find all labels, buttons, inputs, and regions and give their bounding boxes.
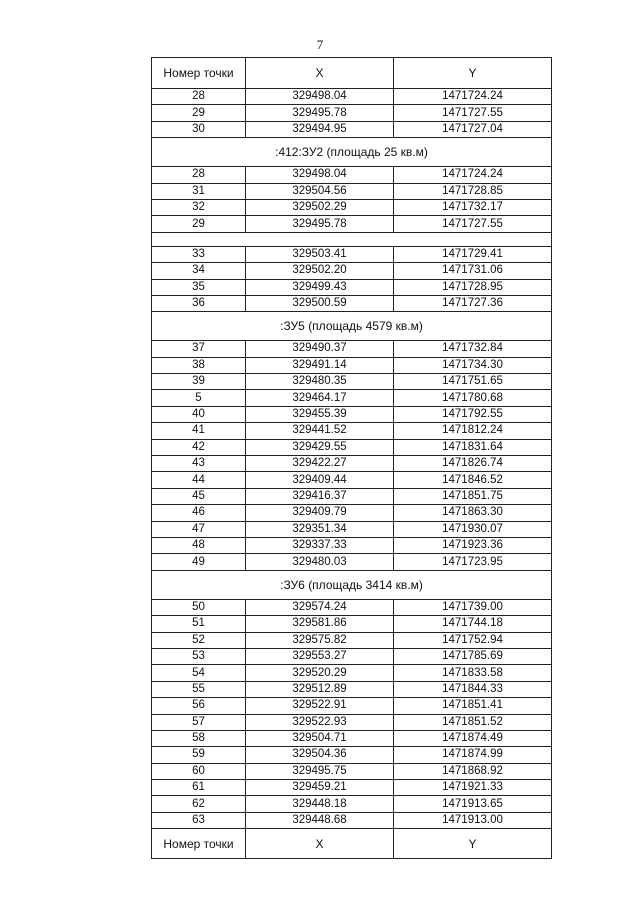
- table-row: [152, 521, 552, 537]
- y-coordinate-cell: 1471846.52: [394, 472, 552, 488]
- table-row: [152, 488, 552, 504]
- point-number-cell: 35: [152, 279, 246, 295]
- section-title: :412:ЗУ2 (площадь 25 кв.м): [152, 138, 552, 167]
- x-coordinate-cell: 329480.03: [246, 554, 394, 570]
- table-header-row: [152, 58, 552, 89]
- blank-separator-row: [152, 232, 552, 246]
- table-row: [152, 681, 552, 697]
- section-title-row: [152, 138, 552, 167]
- x-coordinate-cell: 329491.14: [246, 357, 394, 373]
- point-number-cell: 34: [152, 263, 246, 279]
- table-row: [152, 374, 552, 390]
- x-coordinate-cell: 329441.52: [246, 423, 394, 439]
- x-coordinate-cell: 329504.56: [246, 183, 394, 199]
- table-row: [152, 632, 552, 648]
- point-number-cell: 28: [152, 167, 246, 183]
- point-number-cell: 48: [152, 537, 246, 553]
- y-coordinate-cell: 1471732.17: [394, 199, 552, 215]
- y-coordinate-cell: 1471734.30: [394, 357, 552, 373]
- table-row: [152, 714, 552, 730]
- footer-x: X: [246, 829, 394, 859]
- header-y: Y: [394, 58, 552, 89]
- x-coordinate-cell: 329520.29: [246, 665, 394, 681]
- point-number-cell: 38: [152, 357, 246, 373]
- header-point: Номер точки: [152, 58, 246, 89]
- y-coordinate-cell: 1471874.49: [394, 730, 552, 746]
- y-coordinate-cell: 1471739.00: [394, 599, 552, 615]
- y-coordinate-cell: 1471727.04: [394, 121, 552, 137]
- table-row: [152, 216, 552, 232]
- x-coordinate-cell: 329522.91: [246, 698, 394, 714]
- x-coordinate-cell: 329553.27: [246, 648, 394, 664]
- point-number-cell: 58: [152, 730, 246, 746]
- table-row: [152, 763, 552, 779]
- x-coordinate-cell: 329351.34: [246, 521, 394, 537]
- point-number-cell: 42: [152, 439, 246, 455]
- x-coordinate-cell: 329464.17: [246, 390, 394, 406]
- x-coordinate-cell: 329495.78: [246, 105, 394, 121]
- table-row: [152, 472, 552, 488]
- point-number-cell: 29: [152, 105, 246, 121]
- table-row: [152, 167, 552, 183]
- y-coordinate-cell: 1471833.58: [394, 665, 552, 681]
- x-coordinate-cell: 329448.68: [246, 812, 394, 828]
- x-coordinate-cell: 329502.20: [246, 263, 394, 279]
- x-coordinate-cell: 329448.18: [246, 796, 394, 812]
- table-row: [152, 183, 552, 199]
- coordinates-table: [151, 57, 552, 859]
- point-number-cell: 36: [152, 295, 246, 311]
- y-coordinate-cell: 1471913.00: [394, 812, 552, 828]
- table-row: [152, 780, 552, 796]
- y-coordinate-cell: 1471913.65: [394, 796, 552, 812]
- point-number-cell: 40: [152, 406, 246, 422]
- y-coordinate-cell: 1471831.64: [394, 439, 552, 455]
- y-coordinate-cell: 1471724.24: [394, 167, 552, 183]
- table-row: [152, 456, 552, 472]
- table-row: [152, 616, 552, 632]
- point-number-cell: 30: [152, 121, 246, 137]
- section-title-row: [152, 312, 552, 341]
- x-coordinate-cell: 329504.71: [246, 730, 394, 746]
- table-row: [152, 648, 552, 664]
- table-row: [152, 812, 552, 828]
- x-coordinate-cell: 329429.55: [246, 439, 394, 455]
- table-row: [152, 730, 552, 746]
- point-number-cell: 50: [152, 599, 246, 615]
- footer-y: Y: [394, 829, 552, 859]
- point-number-cell: 52: [152, 632, 246, 648]
- table-row: [152, 665, 552, 681]
- table-row: [152, 554, 552, 570]
- y-coordinate-cell: 1471731.06: [394, 263, 552, 279]
- y-coordinate-cell: 1471851.41: [394, 698, 552, 714]
- y-coordinate-cell: 1471930.07: [394, 521, 552, 537]
- x-coordinate-cell: 329409.44: [246, 472, 394, 488]
- point-number-cell: 54: [152, 665, 246, 681]
- table-row: [152, 199, 552, 215]
- point-number-cell: 47: [152, 521, 246, 537]
- x-coordinate-cell: 329575.82: [246, 632, 394, 648]
- point-number-cell: 44: [152, 472, 246, 488]
- table-row: [152, 505, 552, 521]
- y-coordinate-cell: 1471921.33: [394, 780, 552, 796]
- y-coordinate-cell: 1471752.94: [394, 632, 552, 648]
- y-coordinate-cell: 1471874.99: [394, 747, 552, 763]
- table-row: [152, 439, 552, 455]
- x-coordinate-cell: 329581.86: [246, 616, 394, 632]
- y-coordinate-cell: 1471844.33: [394, 681, 552, 697]
- y-coordinate-cell: 1471923.36: [394, 537, 552, 553]
- y-coordinate-cell: 1471812.24: [394, 423, 552, 439]
- x-coordinate-cell: 329495.78: [246, 216, 394, 232]
- x-coordinate-cell: 329455.39: [246, 406, 394, 422]
- x-coordinate-cell: 329499.43: [246, 279, 394, 295]
- footer-point: Номер точки: [152, 829, 246, 859]
- x-coordinate-cell: 329490.37: [246, 341, 394, 357]
- point-number-cell: 59: [152, 747, 246, 763]
- point-number-cell: 28: [152, 89, 246, 105]
- x-coordinate-cell: 329512.89: [246, 681, 394, 697]
- section-title-row: [152, 570, 552, 599]
- y-coordinate-cell: 1471868.92: [394, 763, 552, 779]
- x-coordinate-cell: 329574.24: [246, 599, 394, 615]
- table-row: [152, 263, 552, 279]
- table-row: [152, 295, 552, 311]
- x-coordinate-cell: 329416.37: [246, 488, 394, 504]
- y-coordinate-cell: 1471728.95: [394, 279, 552, 295]
- y-coordinate-cell: 1471727.55: [394, 216, 552, 232]
- x-coordinate-cell: 329495.75: [246, 763, 394, 779]
- x-coordinate-cell: 329494.95: [246, 121, 394, 137]
- table-row: [152, 698, 552, 714]
- table-row: [152, 341, 552, 357]
- table-row: [152, 279, 552, 295]
- coordinates-table-container: [151, 57, 551, 859]
- y-coordinate-cell: 1471780.68: [394, 390, 552, 406]
- table-row: [152, 796, 552, 812]
- point-number-cell: 62: [152, 796, 246, 812]
- x-coordinate-cell: 329337.33: [246, 537, 394, 553]
- section-title: :ЗУ5 (площадь 4579 кв.м): [152, 312, 552, 341]
- table-row: [152, 537, 552, 553]
- point-number-cell: 63: [152, 812, 246, 828]
- point-number-cell: 32: [152, 199, 246, 215]
- point-number-cell: 55: [152, 681, 246, 697]
- point-number-cell: 60: [152, 763, 246, 779]
- table-row: [152, 747, 552, 763]
- coordinates-table-body: [152, 58, 552, 859]
- point-number-cell: 51: [152, 616, 246, 632]
- y-coordinate-cell: 1471728.85: [394, 183, 552, 199]
- x-coordinate-cell: 329480.35: [246, 374, 394, 390]
- x-coordinate-cell: 329502.29: [246, 199, 394, 215]
- y-coordinate-cell: 1471851.75: [394, 488, 552, 504]
- section-title: :ЗУ6 (площадь 3414 кв.м): [152, 570, 552, 599]
- x-coordinate-cell: 329500.59: [246, 295, 394, 311]
- point-number-cell: 53: [152, 648, 246, 664]
- point-number-cell: 5: [152, 390, 246, 406]
- page-number: 7: [316, 37, 324, 52]
- point-number-cell: 29: [152, 216, 246, 232]
- point-number-cell: 41: [152, 423, 246, 439]
- y-coordinate-cell: 1471724.24: [394, 89, 552, 105]
- x-coordinate-cell: 329409.79: [246, 505, 394, 521]
- point-number-cell: 45: [152, 488, 246, 504]
- table-row: [152, 390, 552, 406]
- y-coordinate-cell: 1471723.95: [394, 554, 552, 570]
- y-coordinate-cell: 1471732.84: [394, 341, 552, 357]
- point-number-cell: 33: [152, 246, 246, 262]
- table-footer-row: [152, 829, 552, 859]
- table-row: [152, 89, 552, 105]
- table-row: [152, 599, 552, 615]
- y-coordinate-cell: 1471792.55: [394, 406, 552, 422]
- table-row: [152, 246, 552, 262]
- x-coordinate-cell: 329522.93: [246, 714, 394, 730]
- point-number-cell: 61: [152, 780, 246, 796]
- table-row: [152, 423, 552, 439]
- point-number-cell: 46: [152, 505, 246, 521]
- y-coordinate-cell: 1471826.74: [394, 456, 552, 472]
- y-coordinate-cell: 1471727.55: [394, 105, 552, 121]
- x-coordinate-cell: 329504.36: [246, 747, 394, 763]
- x-coordinate-cell: 329422.27: [246, 456, 394, 472]
- x-coordinate-cell: 329503.41: [246, 246, 394, 262]
- section-title: [152, 232, 552, 246]
- point-number-cell: 37: [152, 341, 246, 357]
- point-number-cell: 57: [152, 714, 246, 730]
- x-coordinate-cell: 329498.04: [246, 89, 394, 105]
- y-coordinate-cell: 1471863.30: [394, 505, 552, 521]
- point-number-cell: 43: [152, 456, 246, 472]
- y-coordinate-cell: 1471729.41: [394, 246, 552, 262]
- y-coordinate-cell: 1471785.69: [394, 648, 552, 664]
- point-number-cell: 31: [152, 183, 246, 199]
- table-row: [152, 357, 552, 373]
- header-x: X: [246, 58, 394, 89]
- y-coordinate-cell: 1471744.18: [394, 616, 552, 632]
- table-row: [152, 406, 552, 422]
- point-number-cell: 39: [152, 374, 246, 390]
- y-coordinate-cell: 1471751.65: [394, 374, 552, 390]
- point-number-cell: 56: [152, 698, 246, 714]
- x-coordinate-cell: 329459.21: [246, 780, 394, 796]
- table-row: [152, 105, 552, 121]
- point-number-cell: 49: [152, 554, 246, 570]
- y-coordinate-cell: 1471851.52: [394, 714, 552, 730]
- x-coordinate-cell: 329498.04: [246, 167, 394, 183]
- y-coordinate-cell: 1471727.36: [394, 295, 552, 311]
- table-row: [152, 121, 552, 137]
